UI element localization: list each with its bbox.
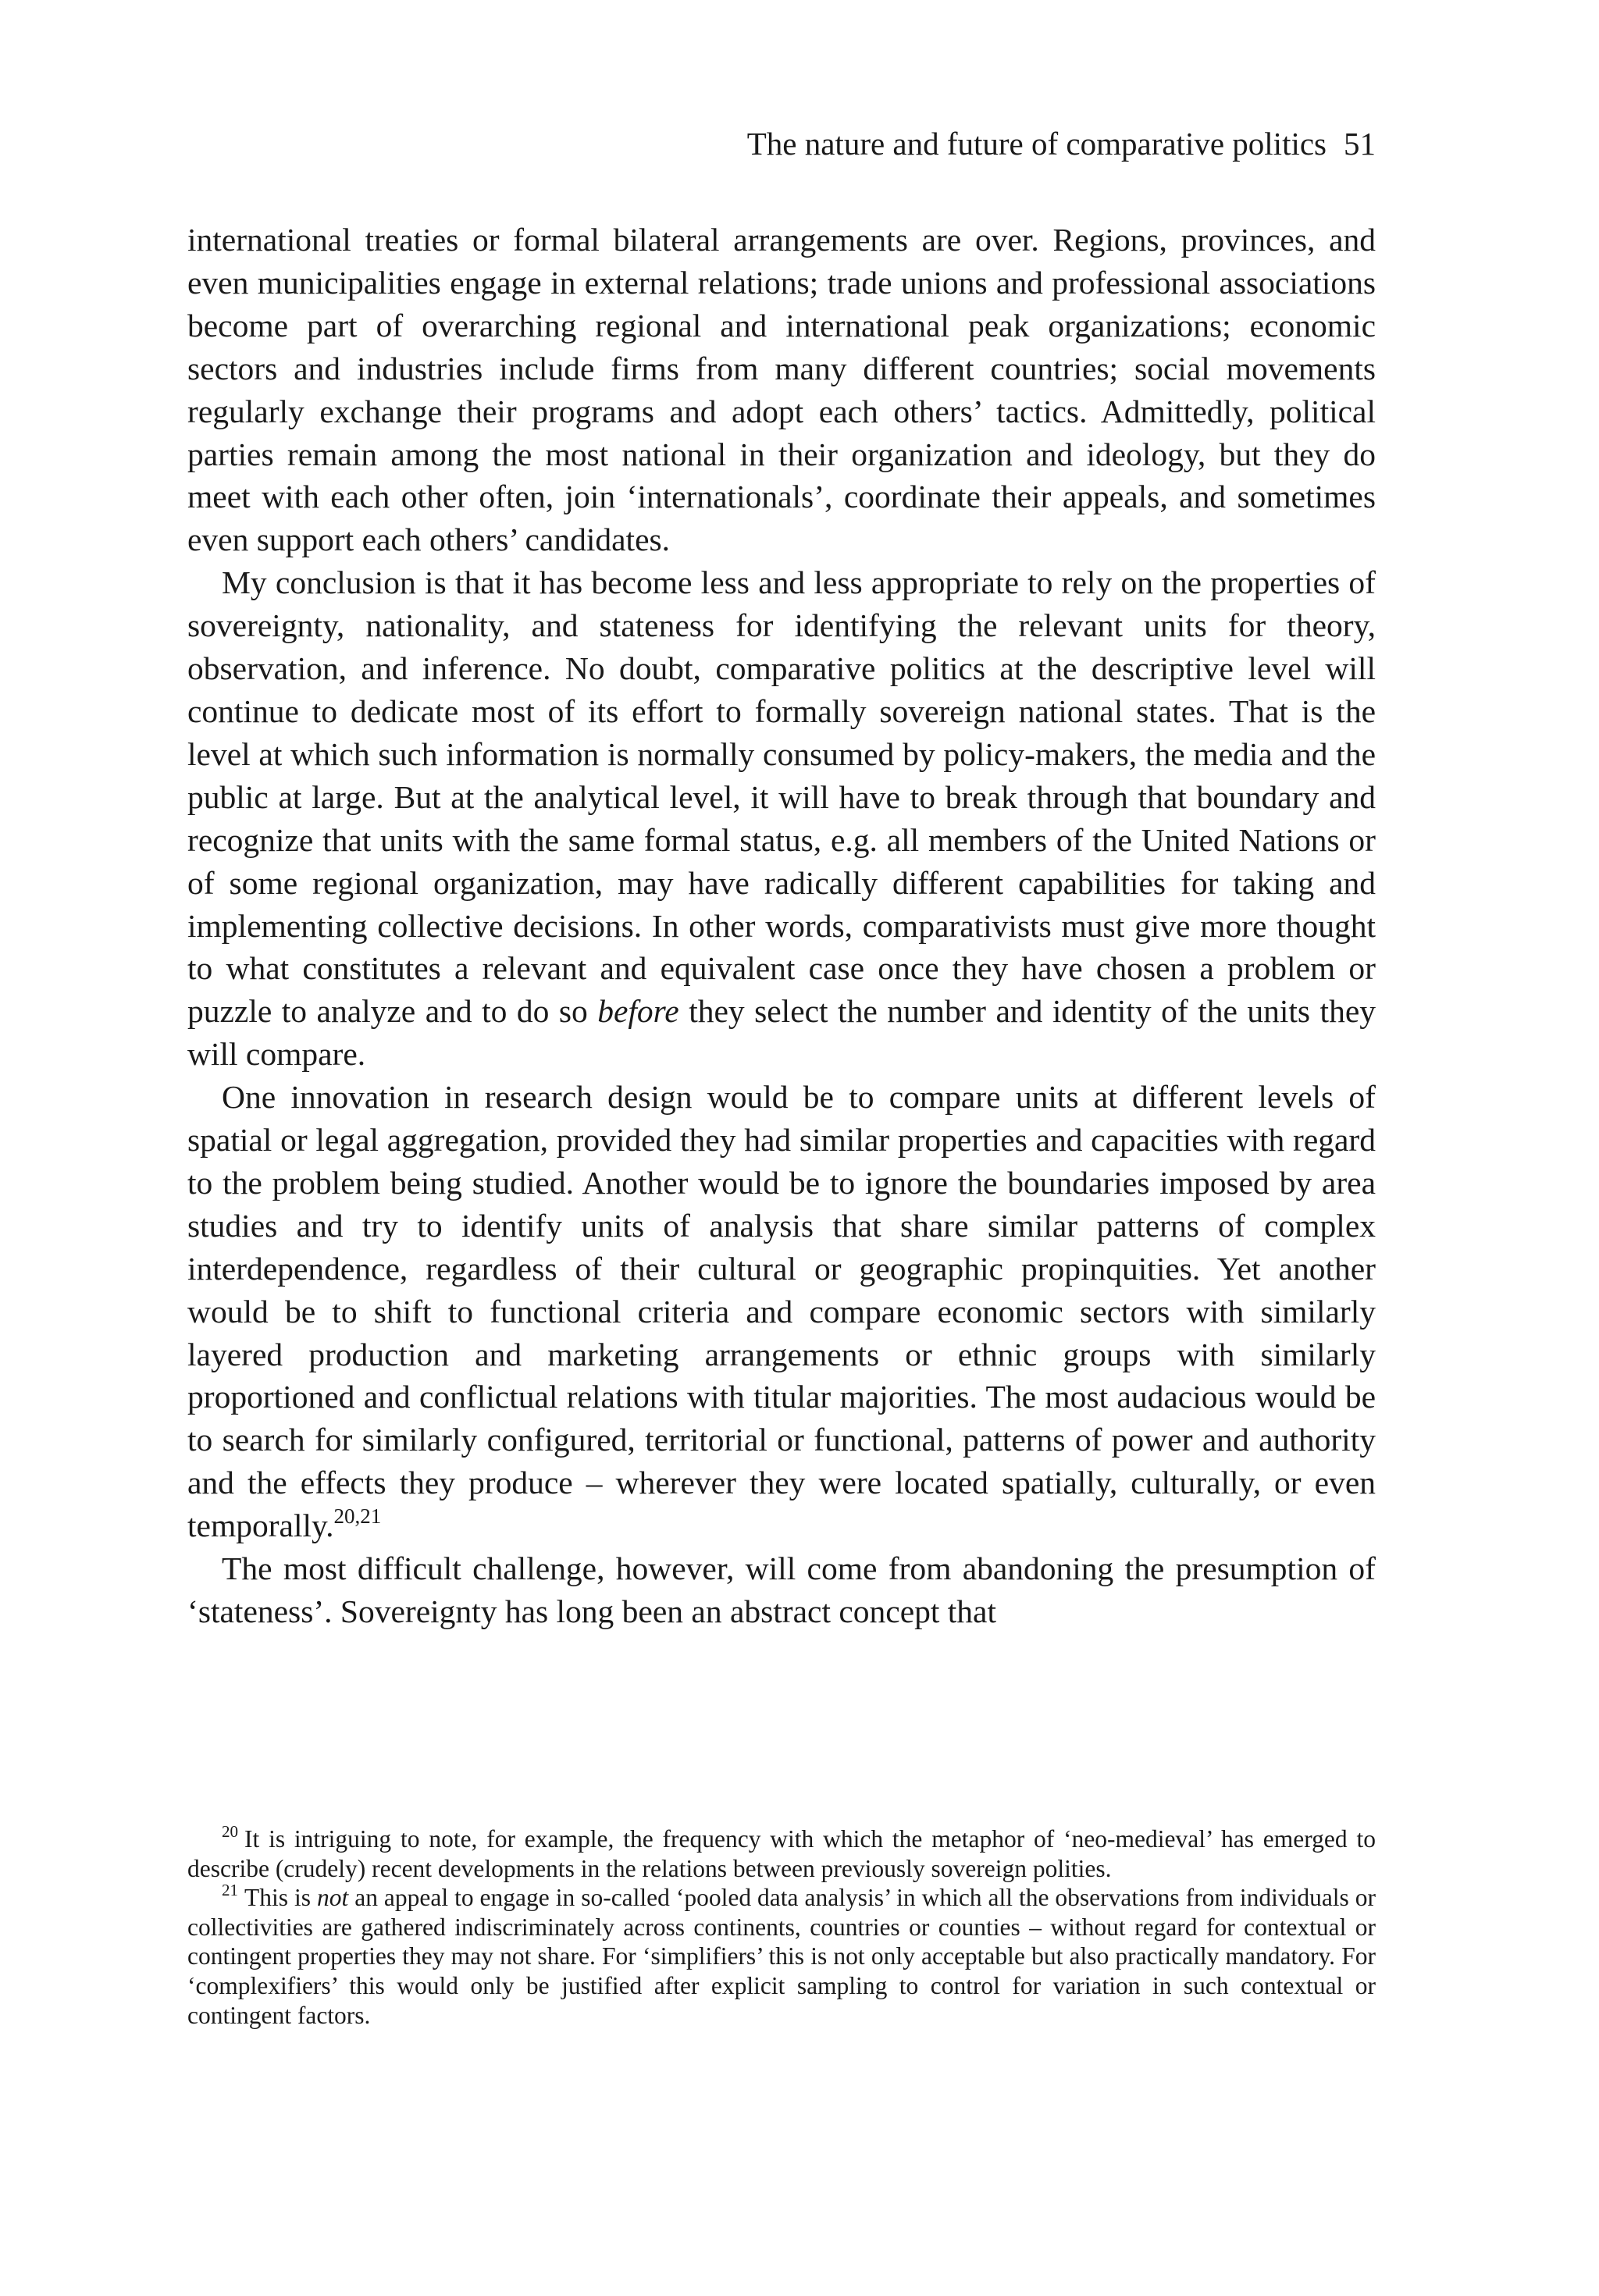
footnote-20 [187, 1821, 1376, 1883]
footnote-21-text-a: This is [244, 1884, 311, 1912]
paragraph-2-text-a: My conclusion is that it has become less and less appropriate to rely on the properties of sovereignty, nationality, and stateness for identifying the relevant units for theory, observation, and inference. No doubt, comparative politics at the descriptive level will continue to dedicate most of its effort to formally sovereign national states. That is the level at which such information is normally consumed by policy-makers, the media and the public at large. But at the analytical level, it will have to break through that boundary and recognize that units with the same formal status, e.g. all members of the United Nations or of some regional organization, may have radically different capabilities for taking and implementing collective decisions. In other words, comparativists must give more thought to what constitutes a relevant and equivalent case once they have chosen a problem or puzzle to analyze and to do so [187, 564, 1376, 1030]
running-head [747, 123, 1376, 164]
footnote-reference: 20,21 [333, 1504, 382, 1529]
paragraph-1: international treaties or formal bilateral arrangements are over. Regions, provinces, and even municipalities engage in external relations; trade unions and professional associations become part of overarching regional and international peak organizations; economic sectors and industries include firms from many different countries; social movements regularly exchange their programs and adopt each others’ tactics. Admittedly, political parties remain among the most national in their organization and ideology, but they do meet with each other often, join ‘internationals’, coordinate their appeals, and sometimes even support each others’ candidates. [187, 222, 1376, 558]
footnote-20-mark: 20 [222, 1821, 238, 1841]
paragraph-4: The most difficult challenge, however, will come from abandoning the presumption of ‘stateness’. Sovereignty has long been an abstract concept that [187, 1550, 1376, 1629]
paragraph-2-text-b: they select the number and identity of the units they will compare. [187, 993, 1376, 1073]
footnote-21-mark: 21 [222, 1880, 238, 1899]
body-text [187, 219, 1376, 1633]
footnote-21 [187, 1880, 1376, 2030]
page-number: 51 [1344, 126, 1376, 162]
paragraph-2-emphasis: before [597, 993, 679, 1030]
footnotes [187, 1821, 1376, 2030]
paragraph-3 [187, 1076, 1376, 1547]
footnote-21-emphasis: not [316, 1884, 349, 1912]
book-page [187, 0, 1376, 2296]
paragraph-2 [187, 561, 1376, 1076]
paragraph-3-text: One innovation in research design would be to compare units at different levels of spatial or legal aggregation, provided they had similar properties and capacities with regard to the problem being studied. Another would be to ignore the boundaries imposed by area studies and try to identify units of analysis that share similar patterns of complex interdependence, regardless of their cultural or geographic propinquities. Yet another would be to shift to functional criteria and compare economic sectors with similarly layered production and marketing arrangements or ethnic groups with similarly proportioned and conflictual relations with titular majorities. The most audacious would be to search for similarly configured, territorial or functional, patterns of power and authority and the effects they produce – wherever they were located spatially, culturally, or even temporally. [187, 1079, 1376, 1544]
running-title: The nature and future of comparative politics [746, 126, 1327, 162]
footnote-21-text-b: an appeal to engage in so-called ‘pooled data analysis’ in which all the observations from individuals or collectivities are gathered indiscriminately across continents, countries or counties – without regard for contextual or contingent properties they may not share. For ‘simplifiers’ this is not only acceptable but also practically mandatory. For ‘complexifiers’ this would only be justified after explicit sampling to control for variation in such contextual or contingent factors. [187, 1884, 1376, 2029]
footnote-20-text: It is intriguing to note, for example, the frequency with which the metaphor of ‘neo-medieval’ has emerged to describe (crudely) recent developments in the relations between previously sovereign polities. [187, 1825, 1376, 1882]
